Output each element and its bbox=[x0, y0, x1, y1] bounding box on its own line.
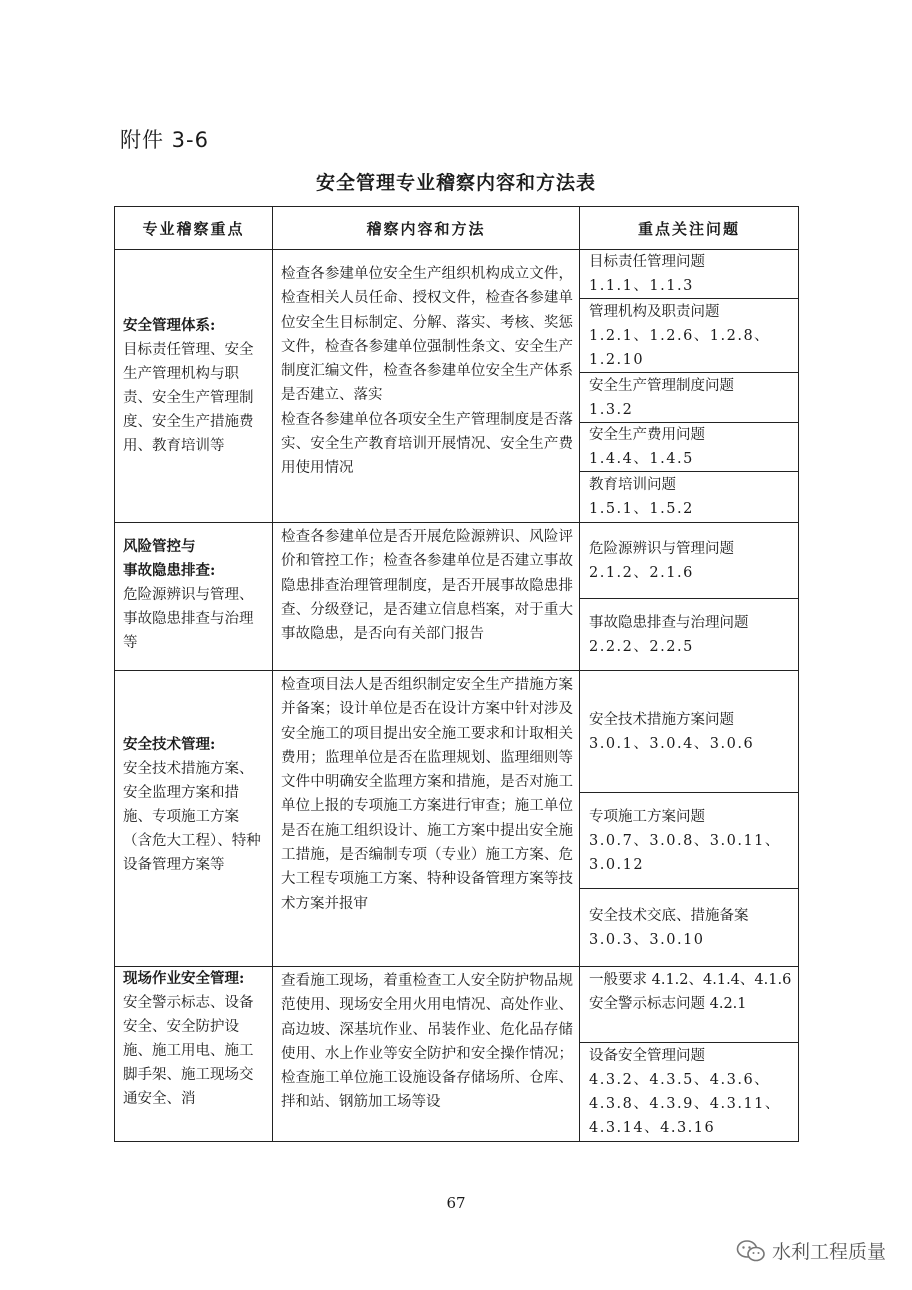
issue-name: 事故隐患排查与治理问题 bbox=[589, 614, 749, 631]
column-header: 专业稽察重点 bbox=[115, 207, 273, 250]
issue-name: 目标责任管理问题 bbox=[589, 254, 705, 270]
issue-item bbox=[580, 523, 798, 599]
issue-codes: 安全警示标志问题 4.2.1 bbox=[589, 996, 747, 1012]
focus-title: 安全管理体系: bbox=[123, 317, 216, 334]
issue-item bbox=[580, 967, 798, 1043]
table-row bbox=[115, 967, 799, 1142]
issue-item bbox=[580, 889, 798, 966]
inspection-table bbox=[114, 206, 799, 1142]
issue-item bbox=[580, 472, 798, 522]
wechat-icon bbox=[736, 1239, 766, 1263]
page-number: 67 bbox=[446, 1194, 466, 1212]
issue-codes: 3.0.7、3.0.8、3.0.11、3.0.12 bbox=[589, 832, 781, 873]
attachment-label: 附件 3-6 bbox=[120, 128, 209, 152]
content-cell: 检查各参建单位安全生产组织机构成立文件，检查相关人员任命、授权文件，检查各参建单位安全生目标制定、分解、落实、考核、奖惩文件，检查各参建单位强制性条文、安全生产制度汇编文件，检查各参建单位安全生产体系是否建立、落实 检查各参建单位各项安全生产管理制度是否落实、安全生产教育培训开展情况、安全生产费用使用情况 bbox=[273, 250, 580, 523]
content-cell: 查看施工现场，着重检查工人安全防护物品规范使用、现场安全用火用电情况、高处作业、高边坡、深基坑作业、吊装作业、危化品存储使用、水上作业等安全防护和安全操作情况；检查施工单位施工设施设备存储场所、仓库、拌和站、钢筋加工场等设 bbox=[273, 967, 580, 1142]
focus-cell bbox=[115, 250, 273, 523]
issue-codes: 1.3.2 bbox=[589, 401, 634, 418]
focus-desc: 危险源辨识与管理、事故隐患排查与治理等 bbox=[123, 587, 254, 651]
focus-cell bbox=[115, 967, 273, 1142]
issue-codes: 2.2.2、2.2.5 bbox=[589, 638, 694, 655]
issue-name: 安全生产管理制度问题 bbox=[589, 377, 734, 394]
watermark-text: 水利工程质量 bbox=[771, 1241, 886, 1263]
issue-codes: 4.3.2、4.3.5、4.3.6、4.3.8、4.3.9、4.3.11、4.3.14、4.3.16 bbox=[589, 1072, 781, 1136]
content-cell: 检查各参建单位是否开展危险源辨识、风险评价和管控工作；检查各参建单位是否建立事故隐患排查治理管理制度，是否开展事故隐患排查、分级登记，是否建立信息档案，对于重大事故隐患，是否向有关部门报告 bbox=[273, 523, 580, 671]
issues-cell bbox=[580, 671, 799, 967]
focus-title: 现场作业安全管理: bbox=[123, 970, 245, 987]
focus-cell bbox=[115, 671, 273, 967]
issue-codes: 1.4.4、1.4.5 bbox=[589, 451, 694, 467]
issue-item bbox=[580, 299, 798, 373]
focus-desc: 目标责任管理、安全生产管理机构与职责、安全生产管理制度、安全生产措施费用、教育培训等 bbox=[123, 342, 254, 454]
focus-title: 风险管控与 事故隐患排查: bbox=[123, 538, 216, 579]
focus-desc: 安全技术措施方案、安全监理方案和措施、专项施工方案（含危大工程）、特种设备管理方案等 bbox=[123, 761, 261, 873]
table-row bbox=[115, 523, 799, 671]
issue-name: 危险源辨识与管理问题 bbox=[589, 540, 734, 557]
issue-name: 安全技术措施方案问题 bbox=[589, 711, 734, 728]
issue-item bbox=[580, 671, 798, 793]
table-title: 安全管理专业稽察内容和方法表 bbox=[315, 172, 596, 194]
issue-item bbox=[580, 599, 798, 670]
issue-codes: 1.2.1、1.2.6、1.2.8、1.2.10 bbox=[589, 327, 771, 368]
issue-codes: 2.1.2、2.1.6 bbox=[589, 564, 694, 581]
issue-name: 安全技术交底、措施备案 bbox=[589, 907, 749, 924]
issues-cell bbox=[580, 967, 799, 1142]
issues-cell bbox=[580, 250, 799, 523]
content-cell: 检查项目法人是否组织制定安全生产措施方案并备案；设计单位是否在设计方案中针对涉及安全施工的项目提出安全施工要求和计取相关费用；监理单位是否在监理规划、监理细则等文件中明确安全监理方案和措施，是否对施工单位上报的专项施工方案进行审查；施工单位是否在施工组织设计、施工方案中提出安全施工措施，是否编制专项（专业）施工方案、危大工程专项施工方案、特种设备管理方案等技术方案并报审 bbox=[273, 671, 580, 967]
issues-cell bbox=[580, 523, 799, 671]
watermark bbox=[736, 1237, 886, 1264]
issue-codes: 3.0.1、3.0.4、3.0.6 bbox=[589, 735, 755, 752]
column-header: 稽察内容和方法 bbox=[273, 207, 580, 250]
table-row bbox=[115, 250, 799, 523]
issue-name: 一般要求 4.1.2、4.1.4、4.1.6 bbox=[589, 972, 792, 988]
issue-codes: 3.0.3、3.0.10 bbox=[589, 931, 705, 948]
column-header: 重点关注问题 bbox=[580, 207, 799, 250]
issue-item bbox=[580, 373, 798, 423]
issue-item bbox=[580, 793, 798, 889]
issue-name: 教育培训问题 bbox=[589, 477, 676, 493]
table-row bbox=[115, 671, 799, 967]
focus-title: 安全技术管理: bbox=[123, 736, 216, 753]
issue-item bbox=[580, 1043, 798, 1141]
issue-item bbox=[580, 250, 798, 299]
table-header-row bbox=[115, 207, 799, 250]
issue-name: 专项施工方案问题 bbox=[589, 808, 705, 825]
issue-name: 设备安全管理问题 bbox=[589, 1048, 705, 1064]
issue-name: 管理机构及职责问题 bbox=[589, 303, 720, 320]
issue-codes: 1.5.1、1.5.2 bbox=[589, 501, 694, 517]
issue-name: 安全生产费用问题 bbox=[589, 427, 705, 443]
focus-cell bbox=[115, 523, 273, 671]
issue-codes: 1.1.1、1.1.3 bbox=[589, 278, 694, 294]
issue-item bbox=[580, 423, 798, 472]
focus-desc: 安全警示标志、设备安全、安全防护设施、施工用电、施工脚手架、施工现场交通安全、消 bbox=[123, 995, 254, 1107]
